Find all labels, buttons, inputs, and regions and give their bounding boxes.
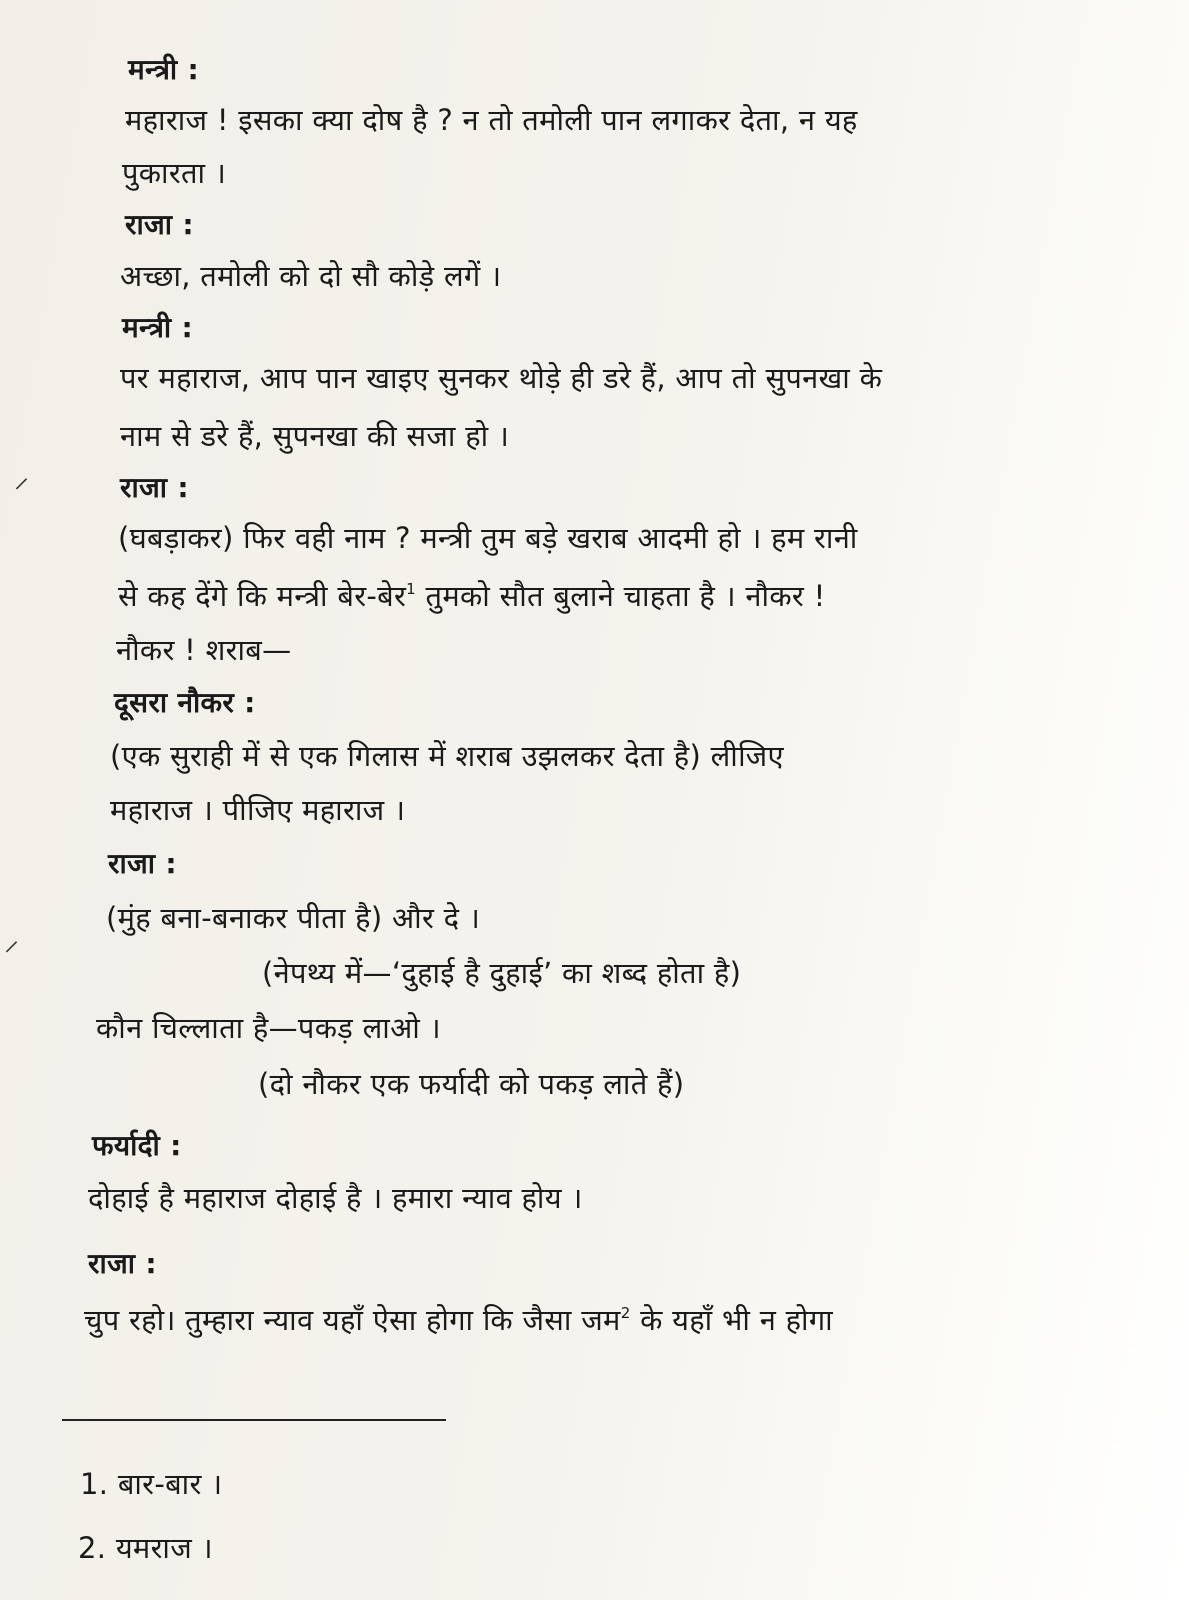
dialogue-line: (एक सुराही में से एक गिलास में शराब उझलकर देता है) लीजिए [110,739,784,773]
dialogue-line: नाम से डरे हैं, सुपनखा की सजा हो । [120,419,510,453]
footnote-number: 2. [78,1531,107,1565]
footnote-divider [62,1419,446,1421]
footnote-text: बार-बार । [117,1467,223,1501]
speaker-label: राजा : [108,847,177,880]
dialogue-line: पर महाराज, आप पान खाइए सुनकर थोड़े ही डरे हैं, आप तो सुपनखा के [120,361,883,395]
speaker-label: मन्त्री : [122,311,193,344]
dialogue-line: दोहाई है महाराज दोहाई है । हमारा न्याव होय । [88,1181,583,1215]
dialogue-line: कौन चिल्लाता है—पकड़ लाओ । [96,1011,441,1045]
dialogue-line: पुकारता । [122,156,227,190]
footnote-ref: 1 [406,580,417,598]
footnote-number: 1. [80,1467,109,1501]
dialogue-line [84,1302,833,1343]
line-text-before: चुप रहो। तुम्हारा न्याव यहाँ ऐसा होगा कि जैसा जम [84,1303,621,1337]
dialogue-line: (घबड़ाकर) फिर वही नाम ? मन्त्री तुम बड़े खराब आदमी हो । हम रानी [118,521,858,555]
line-text-after: के यहाँ भी न होगा [630,1303,833,1337]
dialogue-line: अच्छा, तमोली को दो सौ कोड़े लगें । [120,259,502,293]
footnote-text: यमराज । [115,1531,213,1565]
footnote [78,1530,213,1566]
speaker-label: राजा : [120,471,189,504]
dialogue-line: नौकर ! शराब— [116,633,292,667]
stage-direction: (नेपथ्य में—‘दुहाई है दुहाई’ का शब्द होता है) [262,956,742,990]
speaker-label: राजा : [125,208,194,241]
line-text-after: तुमको सौत बुलाने चाहता है । नौकर ! [416,579,826,613]
dialogue-line: महाराज । पीजिए महाराज । [110,793,406,827]
pen-mark-icon: ⸝ [14,460,29,495]
stage-direction: (दो नौकर एक फर्यादी को पकड़ लाते हैं) [258,1067,685,1101]
speaker-label: दूसरा नौकर : [114,686,256,719]
speaker-label: राजा : [88,1247,157,1280]
dialogue-line: महाराज ! इसका क्या दोष है ? न तो तमोली पान लगाकर देता, न यह [125,103,858,137]
dialogue-line [118,578,826,619]
pen-mark-icon: ⸝ [4,923,19,958]
dialogue-line: (मुंह बना-बनाकर पीता है) और दे । [106,901,481,935]
footnote-ref: 2 [620,1304,631,1322]
line-text-before: से कह देंगे कि मन्त्री बेर-बेर [118,579,407,613]
speaker-label: मन्त्री : [128,53,199,86]
speaker-label: फर्यादी : [92,1129,182,1162]
footnote [80,1466,222,1502]
